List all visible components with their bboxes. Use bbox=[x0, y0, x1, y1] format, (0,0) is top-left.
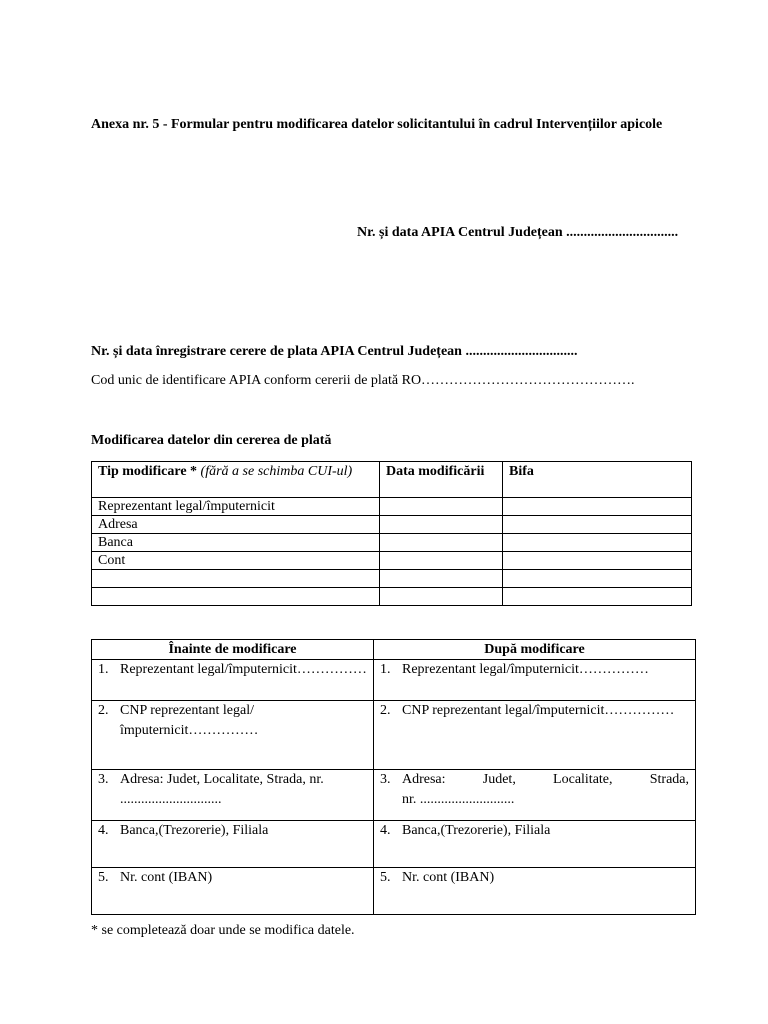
header-data-modificarii: Data modificării bbox=[380, 462, 503, 498]
header-after: După modificare bbox=[374, 640, 696, 660]
item-number: 2. bbox=[380, 703, 391, 718]
date-cell[interactable] bbox=[380, 534, 503, 552]
before-cell[interactable] bbox=[92, 821, 374, 868]
before-text: Adresa: Judet, Localitate, Strada, nr. ............................. bbox=[120, 772, 324, 807]
table-row bbox=[92, 770, 696, 821]
row-label: Adresa bbox=[92, 516, 380, 534]
registration-line: Nr. și data înregistrare cerere de plata APIA Centrul Județean ................................ bbox=[91, 344, 578, 359]
after-text-block bbox=[402, 770, 689, 810]
table-row bbox=[92, 588, 692, 606]
header-tip-bold: Tip modificare * bbox=[98, 464, 198, 479]
before-cell[interactable] bbox=[92, 701, 374, 770]
before-text: Banca,(Trezorerie), Filiala bbox=[120, 823, 269, 838]
item-number: 5. bbox=[98, 870, 109, 885]
date-cell[interactable] bbox=[380, 516, 503, 534]
table-row bbox=[92, 570, 692, 588]
row-label: Banca bbox=[92, 534, 380, 552]
row-label[interactable] bbox=[92, 588, 380, 606]
header-tip-modificare bbox=[92, 462, 380, 498]
table-header-row bbox=[92, 640, 696, 660]
unique-id-line: Cod unic de identificare APIA conform cererii de plată RO………………………………………. bbox=[91, 373, 635, 388]
date-cell[interactable] bbox=[380, 588, 503, 606]
item-number: 1. bbox=[380, 662, 391, 677]
after-text: Reprezentant legal/împuternicit…………… bbox=[402, 662, 649, 677]
before-text: Reprezentant legal/împuternicit…………… bbox=[120, 662, 367, 677]
date-cell[interactable] bbox=[380, 552, 503, 570]
checkbox-cell[interactable] bbox=[503, 552, 692, 570]
checkbox-cell[interactable] bbox=[503, 498, 692, 516]
after-cell[interactable] bbox=[374, 821, 696, 868]
footnote: * se completează doar unde se modifica datele. bbox=[91, 923, 355, 938]
item-number: 2. bbox=[98, 703, 109, 718]
checkbox-cell[interactable] bbox=[503, 588, 692, 606]
before-cell[interactable] bbox=[92, 660, 374, 701]
item-number: 5. bbox=[380, 870, 391, 885]
section-heading: Modificarea datelor din cererea de plată bbox=[91, 433, 332, 448]
after-text: Nr. cont (IBAN) bbox=[402, 870, 495, 885]
after-cell[interactable] bbox=[374, 868, 696, 915]
header-tip-italic: (fără a se schimba CUI-ul) bbox=[200, 464, 353, 479]
checkbox-cell[interactable] bbox=[503, 534, 692, 552]
date-cell[interactable] bbox=[380, 498, 503, 516]
after-cell[interactable] bbox=[374, 701, 696, 770]
table-row bbox=[92, 660, 696, 701]
before-cell[interactable] bbox=[92, 770, 374, 821]
item-number: 4. bbox=[98, 823, 109, 838]
table-row bbox=[92, 516, 692, 534]
document-title: Anexa nr. 5 - Formular pentru modificarea datelor solicitantului în cadrul Intervențiilor apicole bbox=[91, 117, 663, 132]
before-after-table bbox=[91, 639, 696, 915]
after-word: Judet, bbox=[482, 772, 516, 787]
table-row bbox=[92, 498, 692, 516]
row-label: Cont bbox=[92, 552, 380, 570]
date-cell[interactable] bbox=[380, 570, 503, 588]
table-row bbox=[92, 821, 696, 868]
after-cell[interactable] bbox=[374, 770, 696, 821]
after-text: CNP reprezentant legal/împuternicit…………… bbox=[402, 703, 675, 718]
item-number: 4. bbox=[380, 823, 391, 838]
item-number: 1. bbox=[98, 662, 109, 677]
after-word: Strada, bbox=[649, 772, 689, 787]
after-address-line2: nr. ........................... bbox=[402, 792, 515, 807]
item-number: 3. bbox=[380, 772, 391, 787]
after-text: Banca,(Trezorerie), Filiala bbox=[402, 823, 551, 838]
table-row bbox=[92, 534, 692, 552]
checkbox-cell[interactable] bbox=[503, 570, 692, 588]
after-word: Localitate, bbox=[553, 772, 613, 787]
table-row bbox=[92, 868, 696, 915]
row-label[interactable] bbox=[92, 570, 380, 588]
after-address-line bbox=[402, 770, 689, 790]
after-word: Adresa: bbox=[402, 772, 446, 787]
table-row bbox=[92, 701, 696, 770]
modification-type-table bbox=[91, 461, 692, 606]
checkbox-cell[interactable] bbox=[503, 516, 692, 534]
header-bifa: Bifa bbox=[503, 462, 692, 498]
item-number: 3. bbox=[98, 772, 109, 787]
row-label: Reprezentant legal/împuternicit bbox=[92, 498, 380, 516]
table-header-row bbox=[92, 462, 692, 498]
before-cell[interactable] bbox=[92, 868, 374, 915]
apia-nr-data-line: Nr. și data APIA Centrul Județean ................................ bbox=[357, 225, 679, 240]
table-row bbox=[92, 552, 692, 570]
before-text: CNP reprezentant legal/împuternicit…………… bbox=[120, 703, 259, 738]
after-cell[interactable] bbox=[374, 660, 696, 701]
before-text: Nr. cont (IBAN) bbox=[120, 870, 213, 885]
header-before: Înainte de modificare bbox=[92, 640, 374, 660]
